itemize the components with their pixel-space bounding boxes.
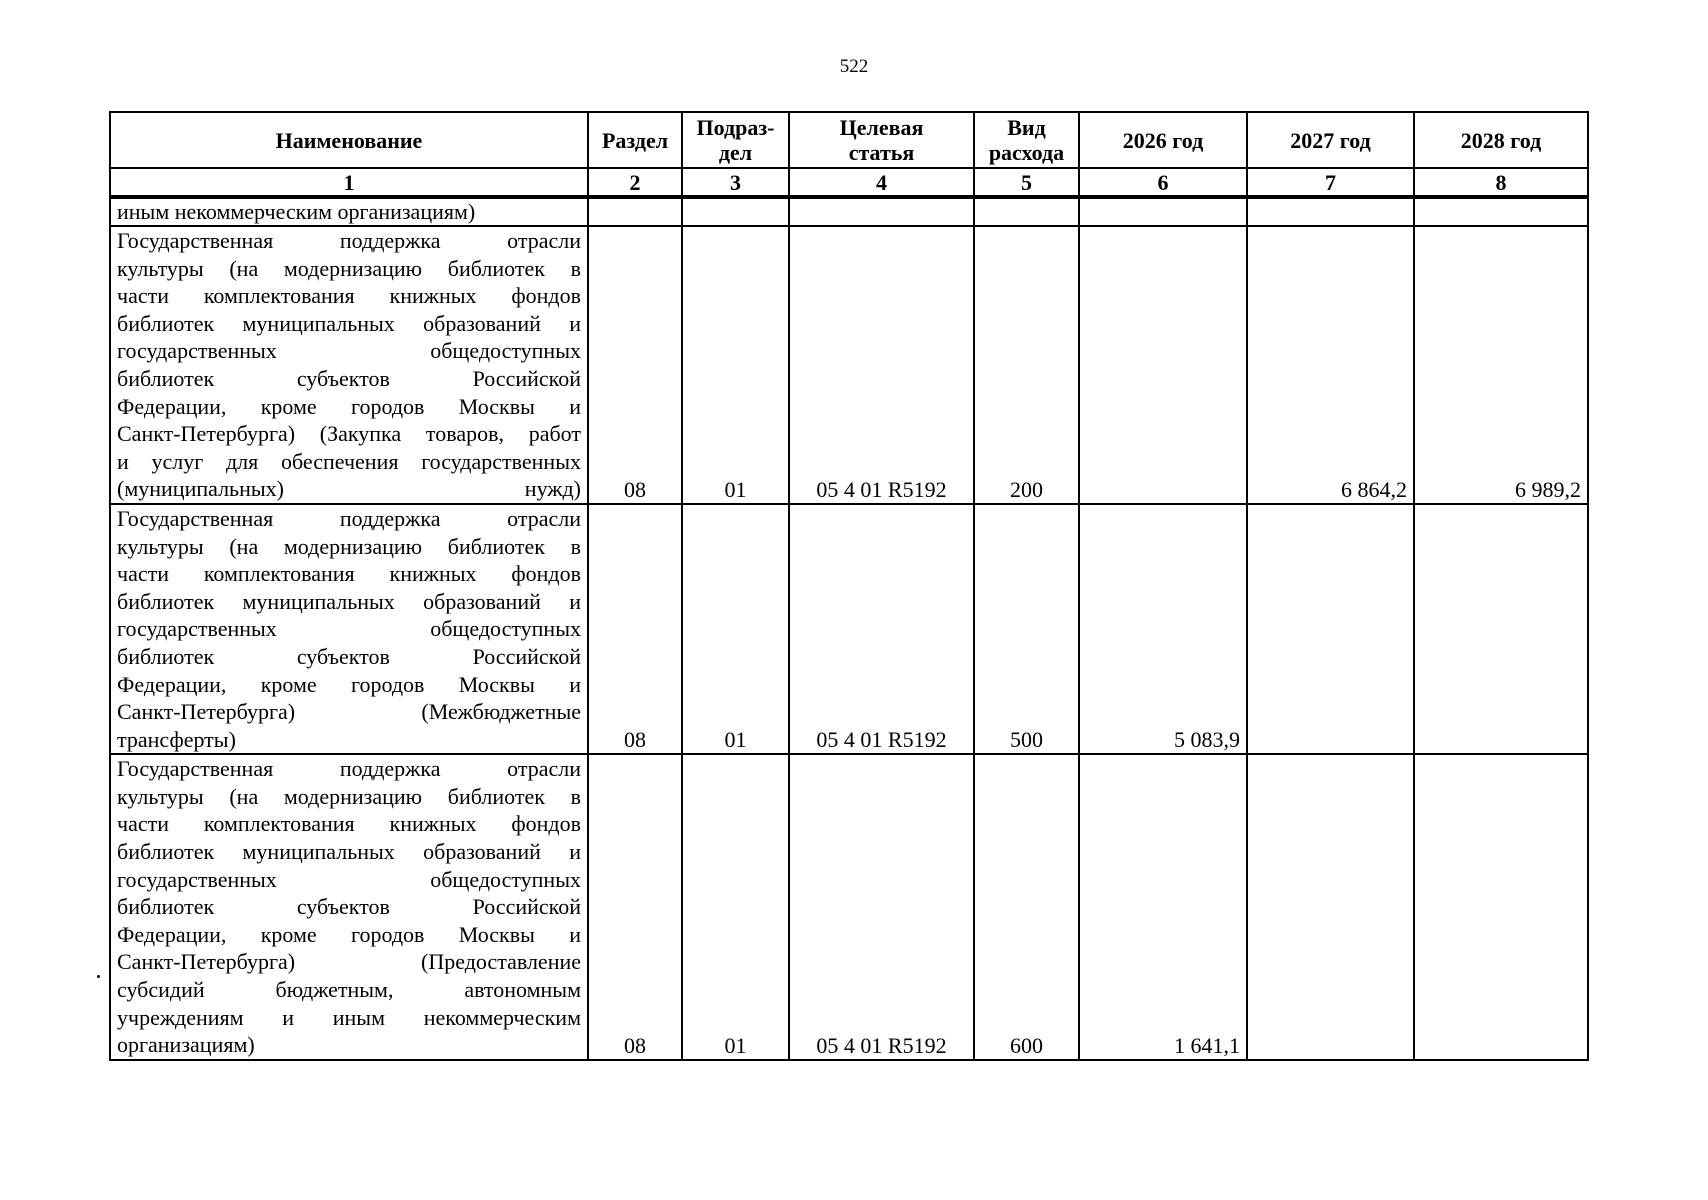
header-2027: 2027 год: [1247, 112, 1414, 168]
row-name-line: библиотек субъектов Российской: [117, 894, 581, 920]
row-podrazdel: 01: [682, 504, 789, 754]
row-name-line: Санкт-Петербурга) (Межбюджетные: [117, 699, 581, 725]
row-razdel: 08: [588, 226, 682, 504]
column-number-row: [110, 168, 1588, 197]
row-name-line: Санкт-Петербурга) (Предоставление: [117, 949, 581, 975]
row-celevaya-statya: 05 4 01 R5192: [789, 226, 974, 504]
header-vid-raskhoda: Вид расхода: [974, 112, 1079, 168]
column-number: 5: [974, 168, 1079, 197]
row-vid-raskhoda: 600: [974, 754, 1079, 1060]
row-name-line: библиотек муниципальных образований и: [117, 839, 581, 865]
table-row: [110, 197, 1588, 226]
row-name-line: Государственная поддержка отрасли: [117, 505, 581, 531]
row-name-line: (муниципальных) нужд): [117, 476, 581, 502]
row-celevaya-statya: 05 4 01 R5192: [789, 504, 974, 754]
row-name-line: организациям): [117, 1032, 255, 1058]
row-celevaya-statya: [789, 197, 974, 226]
budget-table: [109, 111, 1589, 1061]
row-name-line: Федерации, кроме городов Москвы и: [117, 671, 581, 697]
row-name-line: государственных общедоступных: [117, 338, 581, 364]
row-name-line: и услуг для обеспечения государственных: [117, 448, 581, 474]
row-name-line: Федерации, кроме городов Москвы и: [117, 393, 581, 419]
row-name-line: Государственная поддержка отрасли: [117, 228, 581, 253]
row-name-line: трансферты): [117, 726, 236, 752]
row-vid-raskhoda: 500: [974, 504, 1079, 754]
row-name-line: части комплектования книжных фондов: [117, 811, 581, 837]
header-name: Наименование: [110, 112, 588, 168]
row-name-line: культуры (на модернизацию библиотек в: [117, 533, 581, 559]
header-2028: 2028 год: [1414, 112, 1588, 168]
row-2028: [1414, 754, 1588, 1060]
row-name-line: библиотек субъектов Российской: [117, 643, 581, 669]
scan-dot-mark: [97, 975, 100, 978]
row-2026: [1079, 197, 1247, 226]
column-number: 7: [1247, 168, 1414, 197]
row-name-line: библиотек муниципальных образований и: [117, 588, 581, 614]
row-2027: 6 864,2: [1247, 226, 1414, 504]
column-number: 1: [110, 168, 588, 197]
table-row: [110, 504, 1588, 754]
row-2027: [1247, 197, 1414, 226]
header-2026: 2026 год: [1079, 112, 1247, 168]
column-number: 6: [1079, 168, 1247, 197]
row-name-line: культуры (на модернизацию библиотек в: [117, 783, 581, 809]
row-name-line: государственных общедоступных: [117, 616, 581, 642]
header-razdel: Раздел: [588, 112, 682, 168]
row-name: [110, 226, 588, 504]
header-row: [110, 112, 1588, 168]
row-name-line: культуры (на модернизацию библиотек в: [117, 255, 581, 281]
row-name-line: библиотек субъектов Российской: [117, 365, 581, 391]
row-razdel: [588, 197, 682, 226]
row-name-line: части комплектования книжных фондов: [117, 561, 581, 587]
row-2026: [1079, 226, 1247, 504]
column-number: 4: [789, 168, 974, 197]
column-number: 3: [682, 168, 789, 197]
row-name-line: учреждениям и иным некоммерческим: [117, 1004, 581, 1030]
header-celevaya-statya: Целевая статья: [789, 112, 974, 168]
table-row: [110, 226, 1588, 504]
row-2028: [1414, 197, 1588, 226]
row-2028: [1414, 504, 1588, 754]
row-name-line: государственных общедоступных: [117, 866, 581, 892]
header-podrazdel: Подраз- дел: [682, 112, 789, 168]
column-number: 8: [1414, 168, 1588, 197]
row-2026: 5 083,9: [1079, 504, 1247, 754]
row-name: [110, 504, 588, 754]
row-2028: 6 989,2: [1414, 226, 1588, 504]
row-name-line: библиотек муниципальных образований и: [117, 310, 581, 336]
row-2026: 1 641,1: [1079, 754, 1247, 1060]
row-name-line: субсидий бюджетным, автономным: [117, 977, 581, 1003]
row-celevaya-statya: 05 4 01 R5192: [789, 754, 974, 1060]
row-podrazdel: 01: [682, 226, 789, 504]
page-number: 522: [839, 56, 869, 77]
row-name-line: Федерации, кроме городов Москвы и: [117, 921, 581, 947]
row-vid-raskhoda: [974, 197, 1079, 226]
row-razdel: 08: [588, 504, 682, 754]
row-razdel: 08: [588, 754, 682, 1060]
row-2027: [1247, 754, 1414, 1060]
row-vid-raskhoda: 200: [974, 226, 1079, 504]
row-name-line: Государственная поддержка отрасли: [117, 756, 581, 782]
row-name: [110, 754, 588, 1060]
row-name-line: части комплектования книжных фондов: [117, 283, 581, 309]
row-podrazdel: 01: [682, 754, 789, 1060]
row-name: иным некоммерческим организациям): [110, 197, 588, 226]
row-name-line: Санкт-Петербурга) (Закупка товаров, работ: [117, 421, 581, 447]
column-number: 2: [588, 168, 682, 197]
row-2027: [1247, 504, 1414, 754]
row-podrazdel: [682, 197, 789, 226]
table-row: [110, 754, 1588, 1060]
